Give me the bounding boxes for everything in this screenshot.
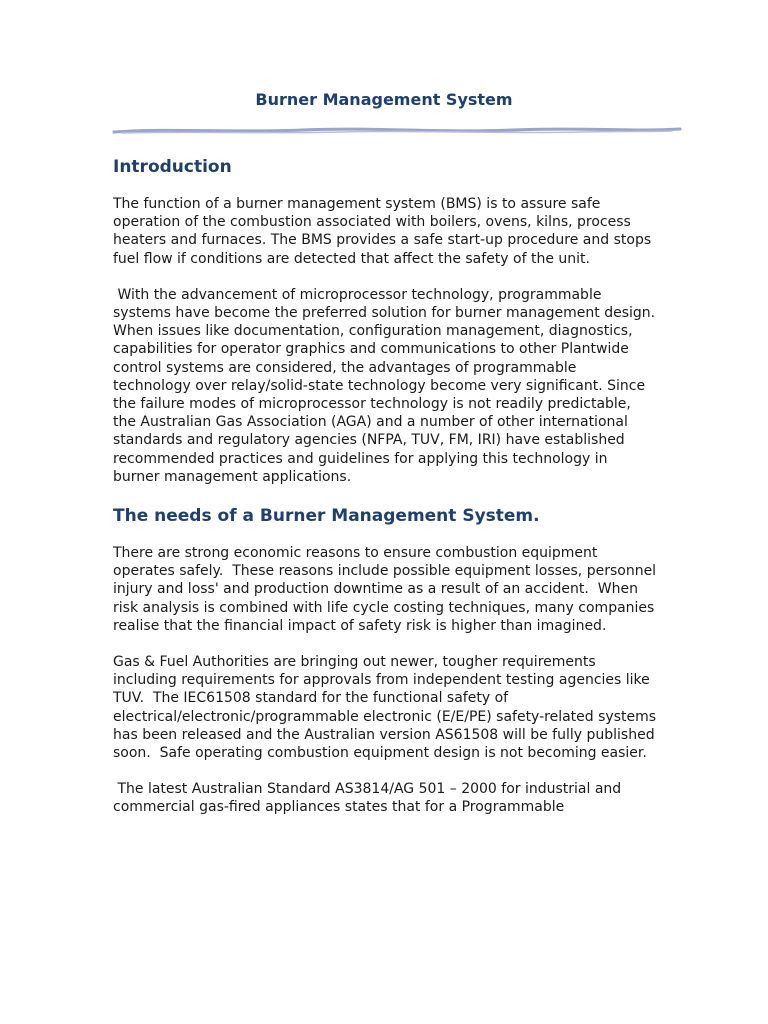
title-underline-rule — [112, 124, 682, 138]
needs-paragraph-3: The latest Australian Standard AS3814/AG 501 – 2000 for industrial and commercial gas-fired appliances states that for a Programmable — [113, 781, 626, 816]
intro-paragraph-2: With the advancement of microprocessor technology, programmable systems have become the preferred solution for burner management design. When issues like documentation, configuration management, diagnostics, capabilities for operator graphics and communications to other Plantwide control systems are considered, the advantages of programmable technology over relay/solid-state technology become very significant. Since the failure modes of microprocessor technology is not readily predictable, the Australian Gas Association (AGA) and a number of other international standards and regulatory agencies (NFPA, TUV, FM, IRI) have established recommended practices and guidelines for applying this technology in burner management applications. — [113, 286, 660, 485]
needs-paragraph-2: Gas & Fuel Authorities are bringing out newer, tougher requirements including requirements for approvals from independent testing agencies like TUV. The IEC61508 standard for the functional safety of electrical/electronic/programmable electronic (E/E/PE) safety-related systems has been released and the Australian version AS61508 will be fully published soon. Safe operating combustion equipment design is not becoming easier. — [113, 654, 661, 762]
section-heading-introduction: Introduction — [113, 157, 232, 177]
section-heading-needs: The needs of a Burner Management System. — [113, 506, 540, 527]
needs-paragraph-1: There are strong economic reasons to ensure combustion equipment operates safely. These reasons include possible equipment losses, personnel injury and loss' and production downtime as a result of an accident. When risk analysis is combined with life cycle costing techniques, many companies realise that the financial impact of safety risk is higher than imagined. — [113, 545, 661, 634]
document-body — [113, 155, 661, 835]
intro-paragraph-1: The function of a burner management system (BMS) is to assure safe operation of the combustion associated with boilers, ovens, kilns, process heaters and furnaces. The BMS provides a safe start-up procedure and stops fuel flow if conditions are detected that affect the safety of the unit. — [113, 196, 656, 267]
document-title: Burner Management System — [255, 90, 513, 109]
